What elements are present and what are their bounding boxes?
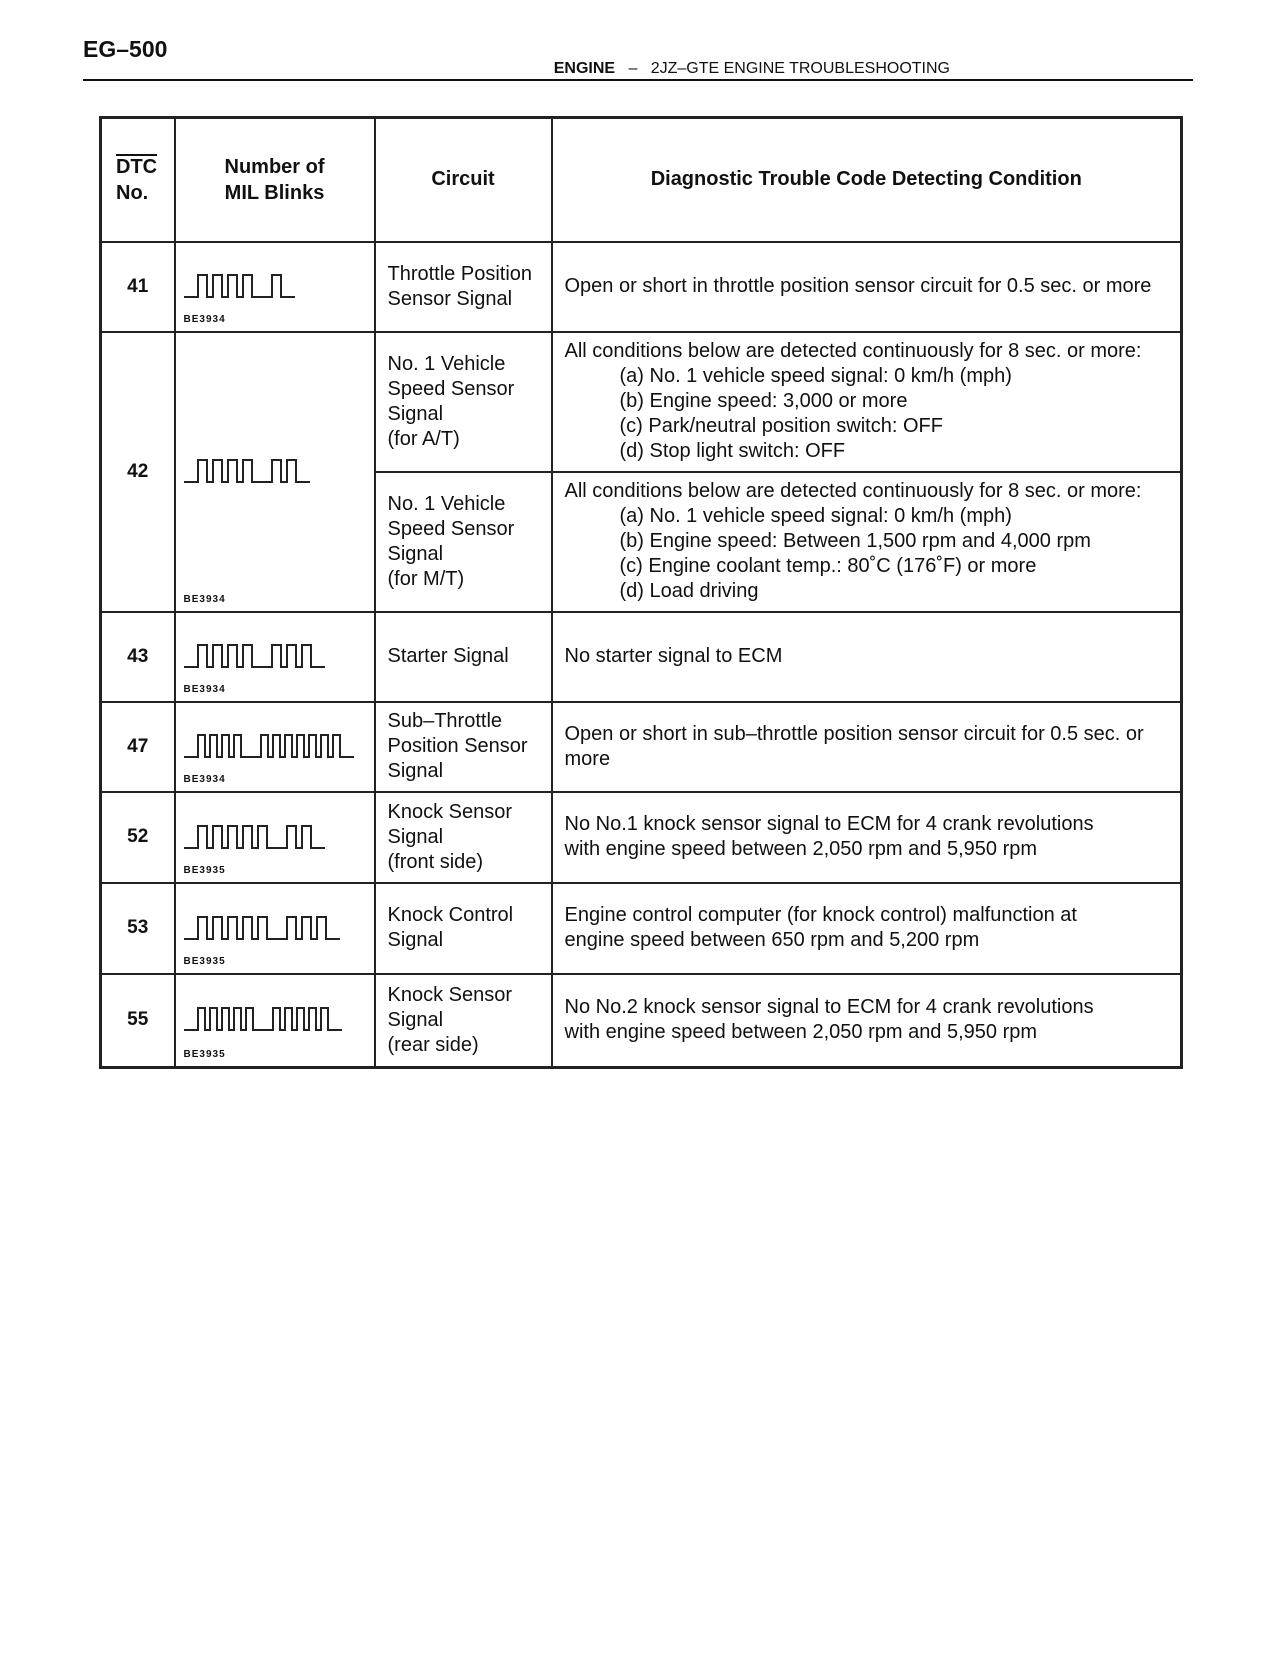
circuit	[375, 792, 552, 883]
circuit-line: Knock Sensor	[387, 800, 513, 823]
circuit-line: Starter Signal	[387, 645, 509, 667]
dtc-code: 43	[101, 612, 175, 702]
condition-text: Open or short in sub–throttle position sensor circuit for 0.5 sec. or more	[564, 722, 1144, 770]
table-row	[101, 702, 1182, 792]
circuit-line: No. 1 Vehicle	[387, 492, 506, 515]
dtc-code: 52	[101, 792, 175, 883]
header-dtc-label: $\overline{DTC}$	[116, 155, 158, 178]
blink-pulse-train	[184, 275, 295, 297]
condition	[552, 702, 1182, 792]
circuit-line: Signal	[387, 1008, 444, 1031]
figure-ref: BE3934	[183, 313, 226, 325]
condition-item: (b) Engine speed: Between 1,500 rpm and 4,000 rpm	[619, 530, 1091, 552]
circuit-line: Speed Sensor	[387, 377, 515, 400]
condition-intro: All conditions below are detected continuously for 8 sec. or more:	[564, 340, 1142, 362]
head-separator: –	[628, 60, 638, 77]
running-head	[0, 60, 950, 78]
mil-blink-pattern	[175, 702, 375, 792]
condition	[552, 883, 1182, 974]
header-rule	[83, 79, 1193, 81]
header-mil-blinks	[175, 118, 375, 242]
circuit-line: Signal	[387, 760, 444, 782]
circuit-line: No. 1 Vehicle	[387, 352, 506, 375]
circuit	[375, 242, 552, 332]
circuit-line: Signal	[387, 825, 444, 848]
header-condition: Diagnostic Trouble Code Detecting Condition	[552, 118, 1182, 242]
header-circuit: Circuit	[375, 118, 552, 242]
blink-pulse-train	[184, 917, 340, 939]
circuit	[375, 702, 552, 792]
circuit	[375, 974, 552, 1068]
header-row	[101, 118, 1182, 242]
condition-text: with engine speed between 2,050 rpm and 5,950 rpm	[564, 838, 1038, 860]
condition-item: (d) Stop light switch: OFF	[619, 440, 846, 462]
condition	[552, 974, 1182, 1068]
figure-ref: BE3935	[183, 864, 226, 876]
dtc-table	[99, 116, 1183, 1069]
table-row	[101, 883, 1182, 974]
condition-item: (d) Load driving	[619, 580, 759, 602]
blink-pulse-train	[184, 826, 325, 848]
condition-text: No No.1 knock sensor signal to ECM for 4 crank revolutions	[564, 813, 1094, 835]
condition-at	[552, 332, 1182, 472]
circuit-line: Knock Sensor	[387, 983, 513, 1006]
figure-ref: BE3935	[183, 1049, 226, 1060]
condition-item: (a) No. 1 vehicle speed signal: 0 km/h (mph)	[619, 505, 1012, 527]
section-title: ENGINE	[553, 60, 616, 77]
page-number: EG–500	[83, 36, 168, 62]
circuit-line: Signal	[387, 542, 444, 565]
condition-item: (c) Engine coolant temp.: 80˚C (176˚F) or more	[619, 555, 1037, 577]
table-row	[101, 242, 1182, 332]
circuit-at	[375, 332, 552, 472]
circuit-line: (for A/T)	[387, 427, 460, 450]
table-row	[101, 612, 1182, 702]
blink-pulse-train	[184, 1008, 342, 1030]
mil-blink-pattern	[175, 883, 375, 974]
dtc-code: 55	[101, 974, 175, 1068]
condition-mt	[552, 472, 1182, 612]
circuit-line: Sub–Throttle	[387, 710, 503, 732]
condition-text: Open or short in throttle position sensor circuit for 0.5 sec. or more	[564, 275, 1152, 297]
condition	[552, 612, 1182, 702]
header-dtc-no	[101, 118, 175, 242]
table-row	[101, 792, 1182, 883]
figure-ref: BE3934	[183, 593, 226, 605]
figure-ref: BE3934	[183, 773, 226, 785]
header-blinks-line1: Number of	[224, 155, 325, 178]
condition-text: No No.2 knock sensor signal to ECM for 4 crank revolutions	[564, 996, 1094, 1019]
circuit-mt	[375, 472, 552, 612]
header-no-label: No.	[116, 181, 149, 204]
dtc-code: 41	[101, 242, 175, 332]
circuit-line: (for M/T)	[387, 567, 465, 590]
table-row	[101, 332, 1182, 472]
circuit-line: (rear side)	[387, 1033, 479, 1056]
condition-item: (c) Park/neutral position switch: OFF	[619, 415, 943, 437]
circuit-line: Throttle Position	[387, 262, 533, 285]
blink-pulse-train	[184, 460, 310, 482]
condition-text: engine speed between 650 rpm and 5,200 rpm	[564, 929, 980, 951]
condition-text: Engine control computer (for knock control) malfunction at	[564, 904, 1077, 926]
condition	[552, 792, 1182, 883]
mil-blink-pattern	[175, 612, 375, 702]
blink-waveform	[176, 334, 372, 610]
dtc-code: 53	[101, 883, 175, 974]
circuit-line: Knock Control	[387, 904, 514, 926]
mil-blink-pattern	[175, 792, 375, 883]
condition-text: with engine speed between 2,050 rpm and 5,950 rpm	[564, 1021, 1038, 1044]
subsection-title: 2JZ–GTE ENGINE TROUBLESHOOTING	[650, 60, 950, 77]
circuit-line: Sensor Signal	[387, 287, 513, 310]
dtc-code: 42	[101, 332, 175, 612]
blink-pulse-train	[184, 735, 354, 757]
figure-ref: BE3935	[183, 955, 226, 967]
dtc-code: 47	[101, 702, 175, 792]
figure-ref: BE3934	[183, 683, 226, 695]
condition-intro: All conditions below are detected continuously for 8 sec. or more:	[564, 480, 1142, 502]
mil-blink-pattern	[175, 242, 375, 332]
mil-blink-pattern	[175, 974, 375, 1068]
circuit-line: Signal	[387, 929, 444, 951]
circuit-line: Speed Sensor	[387, 517, 515, 540]
table-row	[101, 974, 1182, 1068]
condition	[552, 242, 1182, 332]
blink-pulse-train	[184, 645, 325, 667]
circuit-line: (front side)	[387, 850, 484, 873]
circuit	[375, 883, 552, 974]
condition-text: No starter signal to ECM	[564, 645, 783, 667]
circuit-line: Position Sensor	[387, 735, 528, 757]
circuit-line: Signal	[387, 402, 444, 425]
circuit	[375, 612, 552, 702]
condition-item: (b) Engine speed: 3,000 or more	[619, 390, 908, 412]
condition-item: (a) No. 1 vehicle speed signal: 0 km/h (mph)	[619, 365, 1012, 387]
mil-blink-pattern	[175, 332, 375, 612]
header-blinks-line2: MIL Blinks	[224, 181, 325, 204]
